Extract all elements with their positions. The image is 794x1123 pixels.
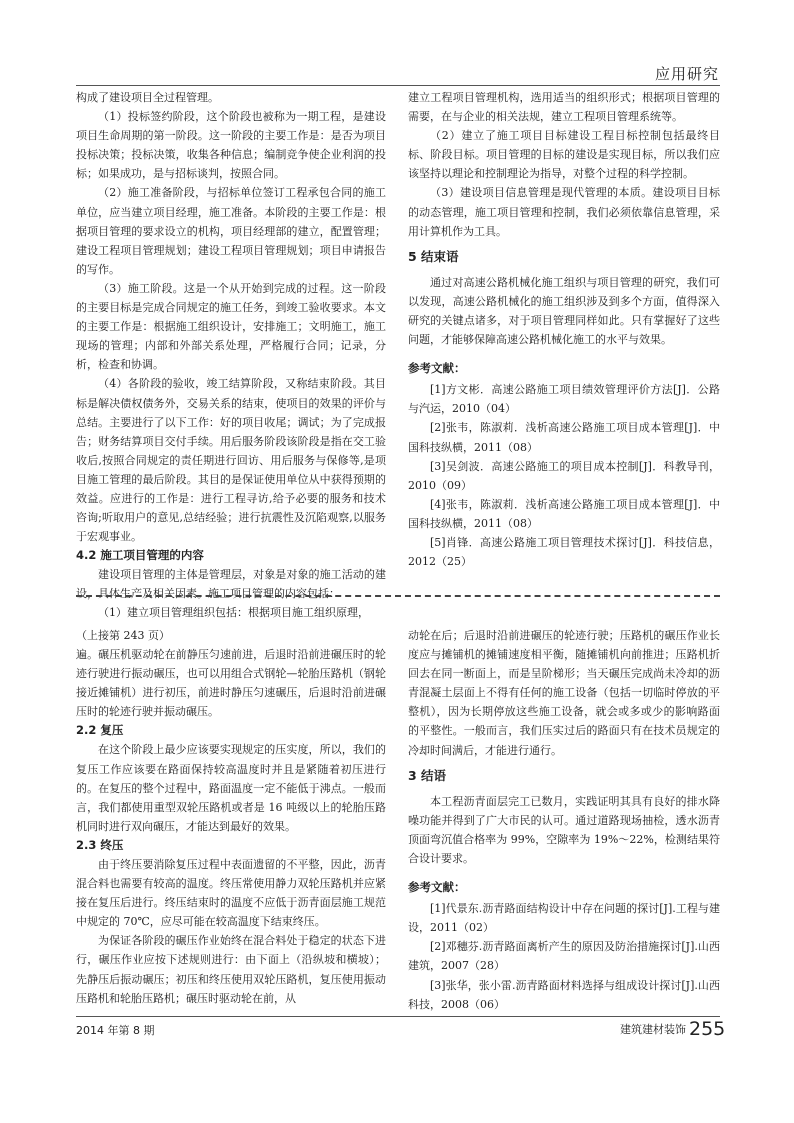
reference-item: [1]方文彬．高速公路施工项目绩效管理评价方法[J]．公路与汽运，2010（04） [408, 383, 720, 416]
upper-column-right [408, 88, 720, 571]
references-list [408, 899, 720, 1014]
paragraph: 动轮在后；后退时沿前进碾压的轮迹行驶；压路机的碾压作业长度应与摊铺机的摊铺速度相平衡，随摊铺机向前推进；压路机折回去在同一断面上，而是呈阶梯形；当天碾压完成尚未冷却的沥青混凝土层面上不得有任何的施工设备（包括一切临时停放的平整机），因为长期停放这些施工设备，就会或多或少的影响路面的平整性。一般而言，我们压实过后的路面只有在技术员规定的冷却时间满后，才能进行通行。 [408, 629, 720, 757]
journal-name: 建筑建材装饰 [620, 1023, 686, 1036]
section-heading-4-2: 4.2 施工项目管理的内容 [76, 548, 204, 563]
page-number: 255 [689, 1018, 726, 1040]
section-heading-2-3: 2.3 终压 [76, 837, 124, 852]
footer-rule [76, 1016, 720, 1017]
paragraph: （1）建立项目管理组织包括：根据项目施工组织原理， [98, 606, 369, 620]
issue-label: 2014 年第 8 期 [76, 1024, 155, 1037]
section-header: 应用研究 [655, 65, 720, 83]
paragraph: 构成了建设项目全过程管理。 [76, 91, 219, 104]
reference-item: [3]张华，张小雷.沥青路面材料选择与组成设计探讨[J].山西科技，2008（06） [408, 978, 720, 1011]
continuation-note: （上接第 243 页） [76, 629, 170, 642]
paragraph: 在这个阶段上最少应该要实现规定的压实度，所以，我们的复压工作应该要在路面保持较高温度时并且是紧随着初压进行的。在复压的整个过程中，路面温度一定不能低于沸点。一般而言，我们都使用重型双轮压路机或者是 16 吨级以上的轮胎压路机同时进行双向碾压，才能达到最好的效果。 [76, 743, 386, 833]
paragraph: 为保证各阶段的碾压作业始终在混合料处于稳定的状态下进行，碾压作业应按下述规则进行：由下面上（沿纵坡和横坡）；先静压后振动碾压；初压和终压使用双轮压路机，复压使用振动压路机和轮胎压路机；碾压时驱动轮在前，从 [76, 934, 386, 1005]
reference-item: [3]吴剑波．高速公路施工的项目成本控制[J]．科教导刊，2010（09） [408, 459, 720, 492]
paragraph: （3）建设项目信息管理是现代管理的本质。建设项目目标的动态管理，施工项目管理和控制，我们必须依靠信息管理，采用计算机作为工具。 [408, 186, 720, 238]
section-heading-2-2: 2.2 复压 [76, 723, 124, 738]
reference-item: [2]张韦，陈淑莉．浅析高速公路施工项目成本管理[J]．中国科技纵横，2011（08） [408, 421, 720, 454]
reference-item: [1]代景东.沥青路面结构设计中存在问题的探讨[J].工程与建设，2011（02） [408, 902, 720, 935]
header-rule [76, 85, 720, 86]
paragraph: 由于终压要消除复压过程中表面遗留的不平整，因此，沥青混合料也需要有较高的温度。终压常使用静力双轮压路机并应紧接在复压后进行。终压结束时的温度不应低于沥青面层施工规范中规定的 70℃，应尽可能在较高温度下结束终压。 [76, 857, 386, 929]
section-heading-3: 3 结语 [408, 767, 447, 783]
paragraph: 通过对高速公路机械化施工组织与项目管理的研究，我们可以发现，高速公路机械化的施工组织涉及到多个方面，值得深入研究的关键点诸多，对于项目管理同样如此。只有掌握好了这些问题，才能够保障高速公路机械化施工的水平与效果。 [408, 275, 720, 347]
reference-item: [4]张韦，陈淑莉．浅析高速公路施工项目成本管理[J]．中国科技纵横，2011（08） [408, 497, 720, 530]
paragraph: （3）施工阶段。这是一个从开始到完成的过程。这一阶段的主要目标是完成合同规定的施工任务，到竣工验收要求。本文的主要工作是：根据施工组织设计，安排施工；文明施工，施工现场的管理；内部和外部关系处理，严格履行合同；记录，分析，检查和协调。 [76, 281, 386, 372]
reference-item: [5]肖锋．高速公路施工项目管理技术探讨[J]．科技信息，2012（25） [408, 535, 720, 569]
lower-column-right [408, 626, 720, 1014]
paragraph: 遍。碾压机驱动轮在前静压匀速前进，后退时沿前进碾压时的轮迹行驶进行振动碾压，也可以用组合式钢轮—轮胎压路机（钢轮接近摊铺机）进行初压，前进时静压匀速碾压，后退时沿前进碾压时的轮迹行驶并振动碾压。 [76, 648, 386, 719]
paragraph: 建设项目管理的主体是管理层，对象是对象的施工活动的建设，具体生产及相关因素。施工项目管理的内容包括： [76, 568, 386, 601]
paragraph: 本工程沥青面层完工已数月，实践证明其具有良好的排水降噪功能并得到了广大市民的认可。通过道路现场抽检，透水沥青顶面弯沉值合格率为 99%，空隙率为 19%～22%，检测结果符合设计要求。 [408, 794, 720, 865]
section-heading-5: 5 结束语 [408, 248, 459, 264]
reference-item: [2]邓穗芬.沥青路面离析产生的原因及防治措施探讨[J].山西建筑，2007（28） [408, 940, 720, 973]
references-heading: 参考文献： [408, 880, 466, 895]
paragraph: （1）投标签约阶段，这个阶段也被称为一期工程，是建设项目生命周期的第一阶段。这一阶段的主要工作是：是否为项目投标决策；投标决策，收集各种信息；编制竞争使企业利润的投标；如果成功，是与招标谈判，按照合同。 [76, 110, 386, 181]
paragraph: （2）施工准备阶段，与招标单位签订工程承包合同的施工单位，应当建立项目经理，施工准备。本阶段的主要工作是：根据项目管理的要求设立的机构，项目经理部的建立，配置管理；建设工程项目管理规划；建设工程项目管理规划；项目申请报告的写作。 [76, 186, 386, 276]
paragraph: （4）各阶段的验收，竣工结算阶段，又称结束阶段。其目标是解决债权债务外，交易关系的结束，使项目的效果的评价与总结。主要进行了以下工作：好的项目收尾；调试；为了完成报告；财务结算项目交付手续。用后服务阶段该阶段是指在交工验收后,按照合同规定的责任期进行回访、用后服务与保修等,是项目施工管理的最后阶段。其目的是保证使用单位从中获得预期的效益。应进行的工作是：进行工程寻访,给予必要的服务和技术咨询;听取用户的意见,总结经验；进行抗震性及沉陷观察,以服务于宏观事业。 [76, 377, 386, 544]
upper-column-left [76, 88, 386, 623]
paragraph: （2）建立了施工项目目标建设工程目标控制包括最终目标、阶段目标。项目管理的目标的建设是实现目标，所以我们应该坚持以理论和控制理论为指导，对整个过程的科学控制。 [408, 129, 720, 181]
paragraph: 建立工程项目管理机构，选用适当的组织形式；根据项目管理的需要，在与企业的相关法规，建立工程项目管理系统等。 [408, 91, 720, 124]
references-heading: 参考文献： [408, 361, 466, 376]
journal-footer [620, 1018, 725, 1040]
references-list [408, 380, 720, 571]
lower-column-left [76, 626, 386, 1008]
article-divider [76, 595, 720, 597]
